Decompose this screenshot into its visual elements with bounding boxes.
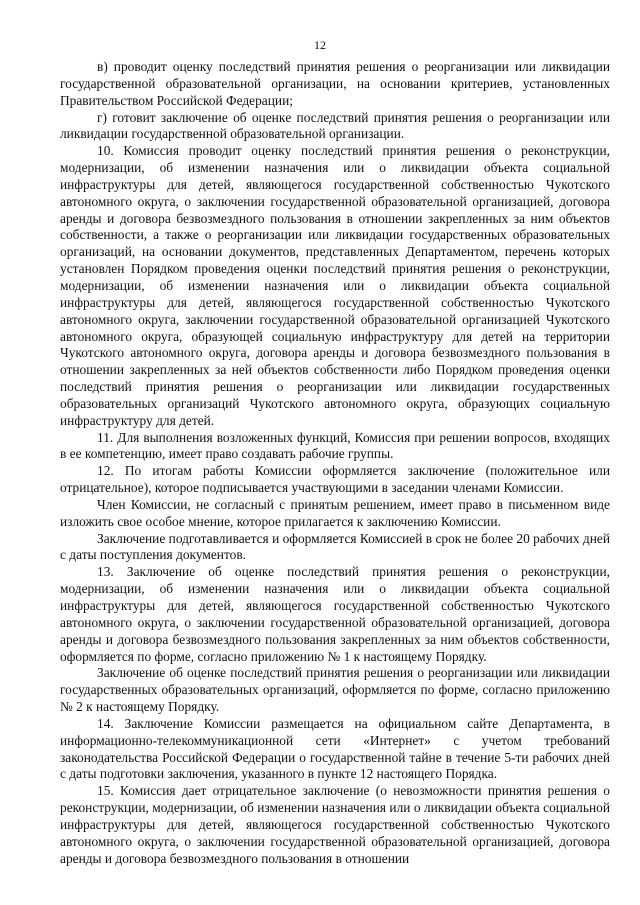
paragraph-13-form-2: Заключение об оценке последствий принятия решения о реорганизации или ликвидации государственных образовательных организаций, оформляется по форме, согласно приложению № 2 к настоящему Порядку. bbox=[60, 665, 610, 715]
page-number: 12 bbox=[314, 38, 326, 52]
paragraph-12: 12. По итогам работы Комиссии оформляется заключение (положительное или отрицательное), которое подписывается участвующими в заседании членами Комиссии. bbox=[60, 463, 610, 496]
paragraph-item-v: в) проводит оценку последствий принятия решения о реорганизации или ликвидации государственной образовательной организации, на основании критериев, установленных Правительством Российской Федерации; bbox=[60, 59, 610, 108]
paragraph-item-g: г) готовит заключение об оценкe последствий принятия решения о реорганизации или ликвидации государственной образовательной организации. bbox=[60, 109, 610, 142]
paragraph-10: 10. Комиссия проводит оценку последствий принятия решения о реконструкции, модернизации, об изменении назначения или о ликвидации объекта социальной инфраструктуры для детей, являющегося государственной собственностью Чукотского автономного округа, о заключении государственной образовательной организацией, договора аренды и договора безвозмездного пользования в отношении закрепленных за ним объектов собственности, а также о реорганизации или ликвидации государственных образовательных организаций, на основании документов, представленных Департаментом, перечень которых установлен Порядком проведения оценки последствий принятия решения о реконструкции, модернизации, об изменении назначения или о ликвидации объекта социальной инфраструктуры для детей, являющегося государственной собственностью Чукотского автономного округа, заключении государственной образовательной организацией Чукотского автономного округа, образующей социальную инфраструктуру для детей на территории Чукотского автономного округа, договора аренды и договора безвозмездного пользования в отношении закрепленных за ней объектов собственности либо Порядком проведения оценки последствий принятия решения о реорганизации или ликвидации государственных образовательных организаций Чукотского автономного округа, образующих социальную инфраструктуру для детей. bbox=[60, 143, 610, 428]
paragraph-14: 14. Заключение Комиссии размещается на официальном сайте Департамента, в информационно-телекоммуникационной сети «Интернет» с учетом требований законодательства Российской Федерации о государственной тайне в течение 5-ти рабочих дней с даты подготовки заключения, указанного в пункте 12 настоящего Порядка. bbox=[60, 715, 610, 782]
paragraph-11: 11. Для выполнения возложенных функций, Комиссия при решении вопросов, входящих в ее компетенцию, имеет право создавать рабочие группы. bbox=[60, 429, 610, 462]
paragraph-deadline: Заключение подготавливается и оформляется Комиссией в срок не более 20 рабочих дней с даты поступления документов. bbox=[60, 530, 610, 563]
paragraph-15: 15. Комиссия дает отрицательное заключение (о невозможности принятия решения о реконструкции, модернизации, об изменении назначения или о ликвидации объекта социальной инфраструктуры для детей, являющегося государственной собственностью Чукотского автономного округа, о заключении государственной образовательной организацией, договора аренды и договора безвозмездного пользования в отношении bbox=[60, 783, 610, 866]
paragraph-dissent: Член Комиссии, не согласный с принятым решением, имеет право в письменном виде изложить свое особое мнение, которое прилагается к заключению Комиссии. bbox=[60, 496, 610, 529]
document-body bbox=[60, 59, 610, 868]
paragraph-13: 13. Заключение об оценке последствий принятия решения о реконструкции, модернизации, об изменении назначения или о ликвидации объекта социальной инфраструктуры для детей, являющегося государственной собственностью Чукотского автономного округа, о заключении государственной образовательной организацией, договора аренды и договора безвозмездного пользования закрепленных за ним объектов собственности, оформляется по форме, согласно приложению № 1 к настоящему Порядку. bbox=[60, 564, 610, 664]
